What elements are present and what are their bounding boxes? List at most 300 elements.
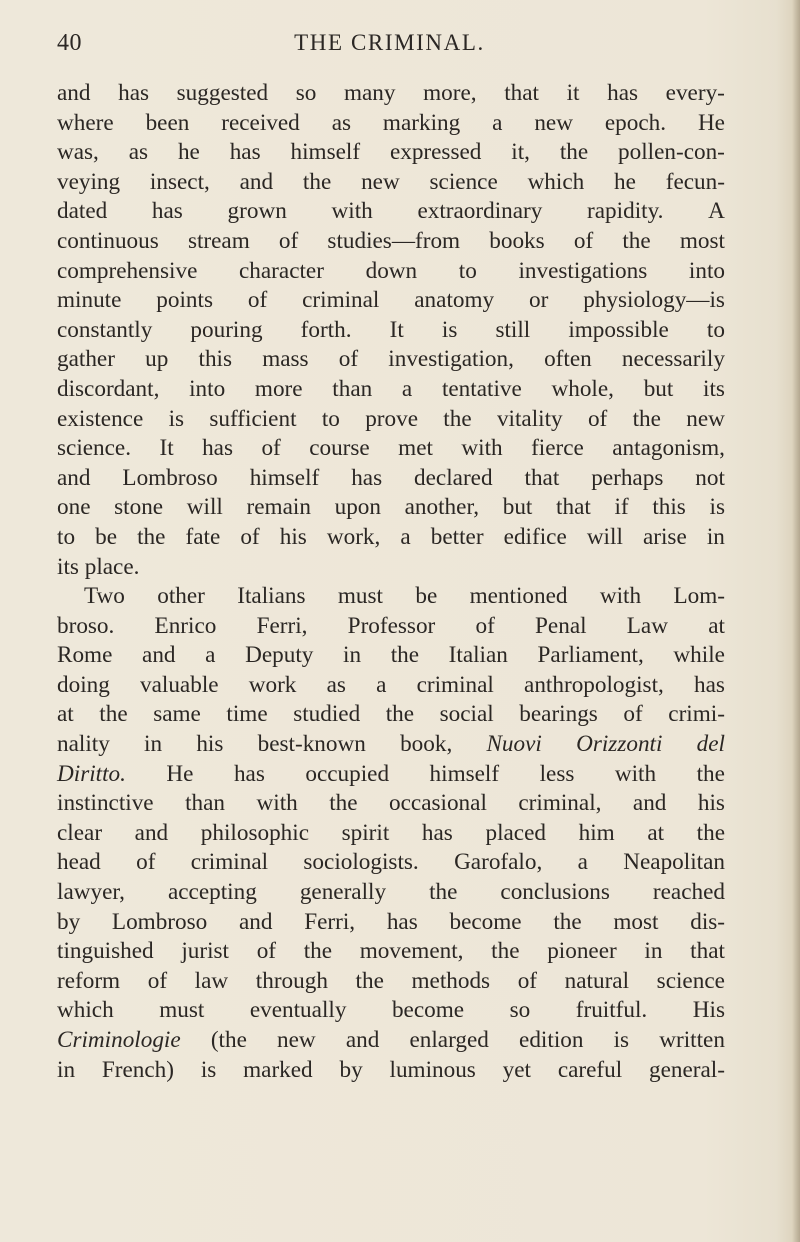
text-line xyxy=(57,405,725,435)
word: edifice xyxy=(503,523,567,550)
word: and xyxy=(142,642,176,669)
word: and xyxy=(632,790,667,817)
word: a xyxy=(492,109,503,136)
word: new xyxy=(534,109,573,136)
word: edition xyxy=(519,1027,584,1053)
word: the xyxy=(99,701,128,728)
word: new xyxy=(686,405,725,432)
word: of xyxy=(623,701,643,728)
word: has xyxy=(421,819,453,846)
word: of xyxy=(256,938,277,965)
word: occasional xyxy=(389,790,487,817)
text-line xyxy=(57,996,725,1026)
word: better xyxy=(430,523,484,550)
text-line xyxy=(57,1056,725,1086)
word: is xyxy=(441,316,458,343)
word: Neapolitan xyxy=(623,849,725,876)
text-line xyxy=(57,464,725,494)
word: reached xyxy=(652,879,725,906)
word: criminal xyxy=(302,287,380,314)
word: will xyxy=(586,523,623,550)
word: points xyxy=(156,287,213,314)
word: head xyxy=(57,849,101,876)
text-line xyxy=(57,79,725,109)
word: continuous xyxy=(57,227,159,254)
word: minute xyxy=(57,287,122,314)
word: the xyxy=(559,139,589,166)
word: many xyxy=(343,80,396,106)
word: become xyxy=(449,908,522,935)
word: clear xyxy=(57,819,103,846)
word: expressed xyxy=(389,139,482,166)
word: through xyxy=(255,967,328,994)
word: doing xyxy=(57,671,110,698)
text-line xyxy=(57,109,725,139)
word: vitality xyxy=(496,405,563,432)
page-number: 40 xyxy=(57,30,82,56)
word: epoch. xyxy=(604,109,667,136)
word: lawyer, xyxy=(57,879,125,906)
word: physiology—is xyxy=(583,287,725,314)
word: is xyxy=(709,494,725,521)
word: investigations xyxy=(518,257,648,284)
word: Rome xyxy=(57,642,113,669)
word: Lombroso xyxy=(122,464,218,491)
word: the xyxy=(622,227,651,254)
word: of xyxy=(475,612,495,639)
word: of xyxy=(517,967,538,994)
word: by xyxy=(57,908,81,935)
word: A xyxy=(708,198,725,225)
word: Enrico xyxy=(154,612,217,639)
word: himself xyxy=(290,139,361,166)
word: that xyxy=(556,494,591,521)
text-line xyxy=(57,138,725,168)
word: the xyxy=(329,790,358,817)
word: will xyxy=(186,494,223,521)
word: he xyxy=(177,139,200,166)
word: crimi- xyxy=(668,701,725,728)
word: anatomy xyxy=(414,287,495,314)
word: where xyxy=(57,109,114,136)
word: stream xyxy=(187,227,250,254)
word: the xyxy=(137,523,166,550)
word: new xyxy=(277,1027,316,1053)
word: discordant, xyxy=(57,375,160,402)
word: book, xyxy=(400,731,453,758)
word: its xyxy=(703,375,725,402)
word: nality xyxy=(57,731,110,758)
text-line xyxy=(57,967,725,997)
word: generally xyxy=(299,879,387,906)
word: been xyxy=(145,109,190,136)
word: into xyxy=(688,257,725,284)
word: its xyxy=(57,553,79,580)
text-line xyxy=(57,819,725,849)
text-line xyxy=(57,730,725,760)
word: is xyxy=(613,1027,630,1053)
word: Law xyxy=(626,612,668,639)
word: still xyxy=(495,316,531,343)
word: science. xyxy=(57,435,132,462)
word: pollen-con- xyxy=(618,139,725,166)
word: social xyxy=(439,701,494,728)
word: not xyxy=(695,464,725,491)
word: French) xyxy=(101,1056,174,1083)
word: the xyxy=(355,967,384,994)
word: a xyxy=(400,523,411,550)
word: science xyxy=(429,168,498,195)
word: enlarged xyxy=(409,1027,489,1053)
word: received xyxy=(221,109,300,136)
word: the xyxy=(553,908,582,935)
word: the xyxy=(302,168,332,195)
word: at xyxy=(57,701,74,728)
word: law xyxy=(194,967,229,994)
word: but xyxy=(502,494,533,521)
word: Lom- xyxy=(673,583,725,610)
word: of xyxy=(240,523,260,550)
word: up xyxy=(145,346,169,373)
word: luminous xyxy=(389,1056,476,1083)
word: antagonism, xyxy=(612,435,725,462)
word: so xyxy=(295,80,317,106)
word: himself xyxy=(249,464,320,491)
word: fruitful. xyxy=(575,997,648,1024)
text-line xyxy=(57,553,725,583)
word: it, xyxy=(511,139,530,166)
word: the xyxy=(443,405,472,432)
word: Diritto. xyxy=(57,760,126,787)
text-line xyxy=(57,1026,725,1056)
word: down xyxy=(365,257,418,284)
word: is xyxy=(168,405,185,432)
word: the xyxy=(303,938,333,965)
word: criminal xyxy=(416,671,494,698)
word: necessarily xyxy=(621,346,725,373)
word: impossible xyxy=(568,316,669,343)
word: time xyxy=(226,701,268,728)
word: constantly xyxy=(57,316,153,343)
word: dated xyxy=(57,198,108,225)
word: himself xyxy=(429,760,500,787)
word: and xyxy=(238,908,273,935)
word: must xyxy=(159,997,205,1024)
word: Professor xyxy=(347,612,436,639)
word: be xyxy=(95,523,118,550)
word: be xyxy=(415,583,438,610)
word: comprehensive xyxy=(57,257,198,284)
word: of xyxy=(587,405,608,432)
word: in xyxy=(343,642,362,669)
word: than xyxy=(185,790,226,817)
word: criminal xyxy=(190,849,269,876)
word: that xyxy=(524,464,560,491)
text-line xyxy=(57,227,725,257)
text-line xyxy=(57,612,725,642)
text-line xyxy=(57,700,725,730)
word: methods xyxy=(411,967,491,994)
word: a xyxy=(401,375,413,402)
word: Nuovi xyxy=(486,731,542,758)
word: his xyxy=(697,790,725,817)
word: broso. xyxy=(57,612,115,639)
word: suggested xyxy=(176,80,269,106)
word: natural xyxy=(564,967,630,994)
word: place. xyxy=(84,553,140,580)
word: and xyxy=(57,80,91,106)
word: a xyxy=(376,671,387,698)
word: same xyxy=(153,701,201,728)
word: character xyxy=(239,257,324,284)
word: most xyxy=(613,908,659,935)
word: less xyxy=(539,760,575,787)
word: work, xyxy=(326,523,381,550)
word: become xyxy=(391,997,465,1024)
word: at xyxy=(647,819,665,846)
word: perhaps xyxy=(591,464,664,491)
word: investigation, xyxy=(388,346,514,373)
page-edge-shadow xyxy=(792,0,800,1242)
word: sociologists. xyxy=(303,849,419,876)
word: of xyxy=(338,346,359,373)
word: often xyxy=(544,346,592,373)
word: has xyxy=(694,671,725,698)
word: of xyxy=(136,849,156,876)
text-line xyxy=(57,760,725,790)
word: other xyxy=(157,583,205,610)
word: met xyxy=(398,435,433,462)
word: must xyxy=(337,583,383,610)
word: the xyxy=(390,642,420,669)
word: stone xyxy=(114,494,164,521)
word: placed xyxy=(485,819,546,846)
word: fate xyxy=(185,523,221,550)
word: as xyxy=(331,109,352,136)
word: reform xyxy=(57,967,121,994)
word: of xyxy=(278,227,299,254)
word: pioneer xyxy=(547,938,617,965)
word: in xyxy=(57,1056,76,1083)
word: the xyxy=(491,938,520,965)
word: has xyxy=(607,80,639,106)
word: accepting xyxy=(167,879,257,906)
word: bearings xyxy=(519,701,598,728)
text-line xyxy=(57,582,725,612)
word: at xyxy=(708,612,725,639)
word: He xyxy=(697,109,725,136)
word: remain xyxy=(246,494,311,521)
word: anthropologist, xyxy=(524,671,664,698)
word: existence xyxy=(57,405,144,432)
word: Orizzonti xyxy=(576,731,663,758)
word: while xyxy=(673,642,725,669)
word: spirit xyxy=(341,819,390,846)
word: a xyxy=(577,849,588,876)
word: he xyxy=(614,168,636,195)
text-line xyxy=(57,345,725,375)
word: gather xyxy=(57,346,115,373)
word: best-known xyxy=(257,731,366,758)
word: as xyxy=(326,671,346,698)
word: and xyxy=(345,1027,380,1053)
word: with xyxy=(599,583,642,610)
word: and xyxy=(239,168,274,195)
body-text xyxy=(57,79,725,1085)
word: and xyxy=(57,464,91,491)
word: Parliament, xyxy=(537,642,644,669)
word: He xyxy=(166,760,194,787)
word: with xyxy=(461,435,503,462)
word: arise xyxy=(642,523,687,550)
word: instinctive xyxy=(57,790,154,817)
word: of xyxy=(261,435,281,462)
word: to xyxy=(321,405,340,432)
word: by xyxy=(339,1056,363,1083)
word: as xyxy=(128,139,149,166)
word: the xyxy=(632,405,661,432)
text-line xyxy=(57,286,725,316)
word: in xyxy=(644,938,663,965)
text-line xyxy=(57,671,725,701)
word: him xyxy=(578,819,615,846)
text-line xyxy=(57,434,725,464)
word: written xyxy=(659,1027,725,1053)
word: books xyxy=(489,227,545,254)
word: and xyxy=(134,819,169,846)
word: has xyxy=(229,139,261,166)
word: a xyxy=(205,642,216,669)
word: every- xyxy=(665,80,725,106)
word: his xyxy=(196,731,224,758)
text-line xyxy=(57,197,725,227)
text-line xyxy=(57,523,725,553)
word: with xyxy=(331,198,373,225)
word: to xyxy=(458,257,477,284)
word: but xyxy=(643,375,674,402)
word: the xyxy=(429,879,458,906)
word: veying xyxy=(57,168,121,195)
word: most xyxy=(679,227,725,254)
text-line xyxy=(57,848,725,878)
word: of xyxy=(147,967,168,994)
word: Criminologie xyxy=(57,1027,181,1053)
word: fecun- xyxy=(665,168,725,195)
running-head: THE CRIMINAL. xyxy=(294,30,485,55)
word: to xyxy=(57,523,76,550)
word: Penal xyxy=(535,612,587,639)
word: forth. xyxy=(300,316,352,343)
word: whole, xyxy=(551,375,614,402)
word: into xyxy=(189,375,226,402)
word: which xyxy=(527,168,585,195)
text-line xyxy=(57,168,725,198)
word: with xyxy=(614,760,657,787)
word: (the xyxy=(210,1027,247,1053)
word: with xyxy=(256,790,298,817)
word: prove xyxy=(365,405,418,432)
page-header xyxy=(57,30,722,62)
word: was, xyxy=(57,139,99,166)
word: insect, xyxy=(149,168,210,195)
word: to xyxy=(706,316,725,343)
word: fierce xyxy=(531,435,584,462)
word: has xyxy=(233,760,265,787)
word: eventually xyxy=(249,997,347,1024)
word: It xyxy=(159,435,174,462)
word: or xyxy=(529,287,549,314)
text-line xyxy=(57,908,725,938)
word: dis- xyxy=(690,908,725,935)
word: work xyxy=(248,671,297,698)
word: grown xyxy=(227,198,287,225)
word: more xyxy=(254,375,303,402)
word: has xyxy=(386,908,418,935)
word: new xyxy=(361,168,400,195)
word: mass xyxy=(262,346,309,373)
word: one xyxy=(57,494,91,521)
word: than xyxy=(332,375,373,402)
word: that xyxy=(504,80,539,106)
word: extraordinary xyxy=(417,198,543,225)
word: the xyxy=(696,819,725,846)
word: has xyxy=(351,464,383,491)
word: has xyxy=(151,198,183,225)
word: movement, xyxy=(359,938,464,965)
word: course xyxy=(309,435,370,462)
word: conclusions xyxy=(500,879,610,906)
word: tinguished xyxy=(57,938,154,965)
text-line xyxy=(57,375,725,405)
word: the xyxy=(696,760,725,787)
word: of xyxy=(247,287,268,314)
word: studied xyxy=(293,701,361,728)
word: more, xyxy=(423,80,477,106)
word: occupied xyxy=(305,760,390,787)
word: has xyxy=(202,435,233,462)
word: if xyxy=(614,494,629,521)
word: philosophic xyxy=(200,819,309,846)
text-line xyxy=(57,937,725,967)
word: this xyxy=(198,346,233,373)
word: has xyxy=(118,80,150,106)
word: Two xyxy=(84,583,125,610)
word: that xyxy=(690,938,725,965)
word: criminal, xyxy=(518,790,602,817)
word: Ferri, xyxy=(256,612,308,639)
word: is xyxy=(200,1056,217,1083)
word: It xyxy=(389,316,404,343)
word: studies—from xyxy=(327,227,461,254)
word: so xyxy=(509,997,531,1024)
word: upon xyxy=(334,494,381,521)
text-line xyxy=(57,641,725,671)
word: careful xyxy=(557,1056,623,1083)
word: Italians xyxy=(237,583,306,610)
word: Italian xyxy=(448,642,508,669)
word: valuable xyxy=(140,671,219,698)
word: jurist xyxy=(181,938,229,965)
word: the xyxy=(385,701,415,728)
word: His xyxy=(692,997,725,1024)
word: Garofalo, xyxy=(454,849,543,876)
word: tentative xyxy=(441,375,522,402)
word: Ferri, xyxy=(304,908,356,935)
word: of xyxy=(573,227,594,254)
text-line xyxy=(57,878,725,908)
word: his xyxy=(279,523,307,550)
word: Lombroso xyxy=(111,908,208,935)
